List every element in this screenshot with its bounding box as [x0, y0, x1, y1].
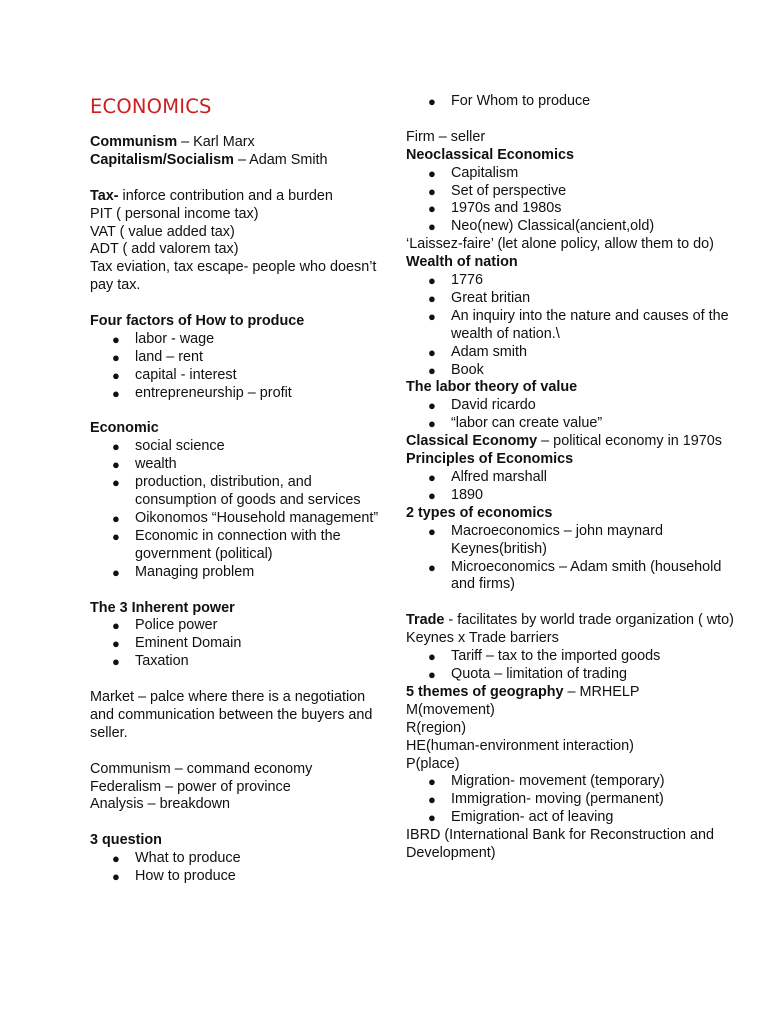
- list-item-text: entrepreneurship – profit: [135, 384, 292, 401]
- list-item: [406, 487, 736, 505]
- list-item-text: Migration- movement (temporary): [451, 773, 665, 790]
- bullet-icon: ●: [112, 475, 120, 491]
- section-heading: [90, 832, 380, 850]
- bullet-icon: ●: [112, 510, 120, 526]
- list-item-text: Tariff – tax to the imported goods: [451, 648, 661, 665]
- list-item-text: production, distribution, and consumption of goods and services: [135, 474, 361, 509]
- line-text: HE(human-environment interaction): [406, 737, 634, 754]
- bullet-icon: ●: [428, 398, 436, 414]
- bullet-icon: ●: [428, 290, 436, 306]
- list-item-text: What to produce: [135, 850, 241, 867]
- bullet-list: [90, 850, 380, 886]
- line-text: R(region): [406, 719, 466, 736]
- text-line: [90, 206, 380, 224]
- list-item: [90, 474, 380, 510]
- list-item: [406, 666, 736, 684]
- bullet-list: [90, 331, 380, 403]
- bullet-icon: ●: [112, 439, 120, 455]
- list-item: [90, 868, 380, 886]
- bullet-icon: ●: [428, 201, 436, 217]
- text-line: [406, 433, 736, 451]
- blank-line: [90, 814, 380, 832]
- bullet-icon: ●: [428, 165, 436, 181]
- bold-term: Wealth of nation: [406, 254, 518, 271]
- list-item: [406, 397, 736, 415]
- section-heading: [90, 600, 380, 618]
- bullet-list: [406, 523, 736, 595]
- list-item-text: Macroeconomics – john maynard Keynes(british): [451, 522, 663, 557]
- bullet-list: [406, 93, 736, 111]
- bullet-icon: ●: [112, 618, 120, 634]
- list-item-text: Economic in connection with the government (political): [135, 527, 341, 562]
- list-item: [406, 344, 736, 362]
- list-item-text: wealth: [135, 456, 177, 473]
- list-item-text: social science: [135, 438, 225, 455]
- list-item-text: Book: [451, 361, 484, 378]
- list-item-text: Capitalism: [451, 164, 519, 181]
- text-line: [406, 129, 736, 147]
- bullet-icon: ●: [428, 523, 436, 539]
- list-item: [406, 272, 736, 290]
- list-item: [90, 564, 380, 582]
- list-item: [90, 635, 380, 653]
- bullet-list: [90, 438, 380, 581]
- line-text: – political economy in 1970s: [537, 433, 722, 450]
- bullet-list: [406, 397, 736, 433]
- bullet-icon: ●: [112, 851, 120, 867]
- list-item: [90, 349, 380, 367]
- list-item: [406, 809, 736, 827]
- line-text: P(place): [406, 755, 460, 772]
- list-item: [90, 510, 380, 528]
- line-text: - facilitates by world trade organization ( wto): [444, 612, 734, 629]
- text-line: [90, 224, 380, 242]
- bullet-icon: ●: [428, 344, 436, 360]
- list-item-text: Taxation: [135, 653, 189, 670]
- bold-term: Tax-: [90, 187, 119, 204]
- text-line: [90, 761, 380, 779]
- bullet-icon: ●: [428, 559, 436, 575]
- list-item: [406, 93, 736, 111]
- list-item-text: labor - wage: [135, 330, 215, 347]
- section-heading: [406, 505, 736, 523]
- list-item: [90, 456, 380, 474]
- bullet-icon: ●: [428, 94, 436, 109]
- text-line: [406, 684, 736, 702]
- bullet-icon: ●: [112, 457, 120, 473]
- text-line: [90, 796, 380, 814]
- section-heading: [90, 313, 380, 331]
- bullet-list: [406, 773, 736, 827]
- bullet-icon: ●: [112, 367, 120, 383]
- text-line: [406, 738, 736, 756]
- bullet-icon: ●: [428, 774, 436, 790]
- blank-line: [90, 403, 380, 421]
- bullet-icon: ●: [428, 308, 436, 324]
- bold-term: Neoclassical Economics: [406, 146, 574, 163]
- line-text: Communism – command economy: [90, 760, 313, 777]
- line-text: M(movement): [406, 701, 495, 718]
- bold-term: Economic: [90, 420, 159, 437]
- bullet-list: [406, 469, 736, 505]
- bold-term: Principles of Economics: [406, 451, 574, 468]
- list-item-text: 1776: [451, 272, 484, 289]
- bullet-list: [406, 272, 736, 379]
- list-item-text: Set of perspective: [451, 182, 567, 199]
- list-item-text: For Whom to produce: [451, 93, 591, 109]
- line-text: Tax eviation, tax escape- people who doesn’t pay tax.: [90, 259, 377, 294]
- line-text: IBRD (International Bank for Reconstruction and Development): [406, 827, 714, 862]
- text-line: [90, 241, 380, 259]
- list-item-text: Oikonomos “Household management”: [135, 509, 379, 526]
- line-text: VAT ( value added tax): [90, 223, 235, 240]
- section-heading: [90, 420, 380, 438]
- left-column: [90, 134, 380, 886]
- bullet-list: [406, 648, 736, 684]
- blank-line: [90, 170, 380, 188]
- text-line: [90, 259, 380, 295]
- bullet-icon: ●: [428, 487, 436, 503]
- list-item: [406, 200, 736, 218]
- bullet-icon: ●: [428, 219, 436, 235]
- list-item: [90, 385, 380, 403]
- bold-term: 3 question: [90, 832, 162, 849]
- text-line: [90, 134, 380, 152]
- section-heading: [406, 254, 736, 272]
- text-line: [90, 152, 380, 170]
- list-item-text: Microeconomics – Adam smith (household and firms): [451, 558, 722, 593]
- bullet-icon: ●: [428, 362, 436, 378]
- bold-term: The 3 Inherent power: [90, 599, 235, 616]
- list-item: [406, 773, 736, 791]
- blank-line: [406, 111, 736, 129]
- text-line: [406, 612, 736, 630]
- bullet-icon: ●: [428, 810, 436, 826]
- list-item-text: land – rent: [135, 348, 204, 365]
- list-item: [406, 559, 736, 595]
- list-item: [90, 528, 380, 564]
- page-title: ECONOMICS: [90, 95, 212, 118]
- list-item: [90, 617, 380, 635]
- bullet-icon: ●: [112, 331, 120, 347]
- bold-term: 5 themes of geography: [406, 683, 564, 700]
- blank-line: [90, 295, 380, 313]
- bold-term: Four factors of How to produce: [90, 313, 305, 330]
- bold-term: The labor theory of value: [406, 379, 578, 396]
- line-text: Firm – seller: [406, 128, 486, 145]
- bold-term: Capitalism/Socialism: [90, 151, 234, 168]
- text-line: [90, 188, 380, 206]
- bullet-icon: ●: [428, 649, 436, 665]
- list-item-text: “labor can create value”: [451, 415, 603, 432]
- bullet-icon: ●: [112, 385, 120, 401]
- list-item-text: Quota – limitation of trading: [451, 665, 627, 682]
- list-item-text: Alfred marshall: [451, 469, 547, 486]
- section-heading: [406, 147, 736, 165]
- list-item: [406, 415, 736, 433]
- list-item-text: An inquiry into the nature and causes of the wealth of nation.\: [451, 307, 729, 342]
- bullet-icon: ●: [428, 183, 436, 199]
- line-text: ‘Laissez-faire’ (let alone policy, allow them to do): [406, 236, 714, 253]
- list-item: [406, 183, 736, 201]
- list-item: [406, 791, 736, 809]
- list-item: [406, 362, 736, 380]
- bullet-icon: ●: [428, 273, 436, 289]
- bullet-icon: ●: [428, 666, 436, 682]
- text-line: [90, 779, 380, 797]
- blank-line: [406, 594, 736, 612]
- line-text: – MRHELP: [563, 683, 640, 700]
- line-text: Analysis – breakdown: [90, 796, 230, 813]
- text-line: [406, 720, 736, 738]
- list-item-text: Managing problem: [135, 563, 255, 580]
- bullet-icon: ●: [428, 470, 436, 486]
- list-item-text: Emigration- act of leaving: [451, 809, 614, 826]
- text-line: [406, 702, 736, 720]
- list-item: [90, 367, 380, 385]
- list-item: [90, 438, 380, 456]
- bullet-icon: ●: [112, 349, 120, 365]
- bullet-icon: ●: [112, 654, 120, 670]
- list-item: [406, 523, 736, 559]
- list-item: [90, 850, 380, 868]
- text-line: [406, 827, 736, 863]
- list-item: [406, 469, 736, 487]
- list-item: [90, 331, 380, 349]
- bullet-icon: ●: [112, 564, 120, 580]
- bold-term: Classical Economy: [406, 433, 538, 450]
- bullet-icon: ●: [428, 416, 436, 432]
- section-heading: [406, 379, 736, 397]
- bullet-list: [406, 165, 736, 237]
- list-item-text: capital - interest: [135, 366, 237, 383]
- bullet-icon: ●: [112, 636, 120, 652]
- line-text: – Adam Smith: [233, 151, 328, 168]
- line-text: Keynes x Trade barriers: [406, 630, 559, 647]
- bold-term: Communism: [90, 134, 178, 150]
- section-heading: [406, 451, 736, 469]
- list-item-text: 1970s and 1980s: [451, 200, 562, 217]
- list-item-text: Neo(new) Classical(ancient,old): [451, 218, 655, 235]
- list-item-text: Immigration- moving (permanent): [451, 791, 664, 808]
- bullet-icon: ●: [112, 528, 120, 544]
- list-item-text: Great britian: [451, 289, 531, 306]
- bold-term: 2 types of economics: [406, 504, 553, 521]
- list-item: [406, 290, 736, 308]
- bullet-icon: ●: [112, 869, 120, 885]
- blank-line: [90, 582, 380, 600]
- list-item: [406, 218, 736, 236]
- line-text: Market – palce where there is a negotiation and communication between the buyers and seller.: [90, 689, 373, 741]
- list-item: [406, 648, 736, 666]
- line-text: – Karl Marx: [177, 134, 255, 150]
- bold-term: Trade: [406, 612, 445, 629]
- list-item-text: Police power: [135, 617, 218, 634]
- text-line: [90, 689, 380, 743]
- blank-line: [90, 671, 380, 689]
- list-item: [406, 165, 736, 183]
- bullet-list: [90, 617, 380, 671]
- blank-line: [90, 743, 380, 761]
- text-line: [406, 630, 736, 648]
- list-item-text: Eminent Domain: [135, 635, 242, 652]
- bullet-icon: ●: [428, 792, 436, 808]
- list-item-text: David ricardo: [451, 397, 536, 414]
- line-text: inforce contribution and a burden: [118, 187, 333, 204]
- line-text: Federalism – power of province: [90, 778, 291, 795]
- right-column: [406, 93, 736, 863]
- list-item-text: 1890: [451, 486, 484, 503]
- text-line: [406, 756, 736, 774]
- list-item: [90, 653, 380, 671]
- line-text: ADT ( add valorem tax): [90, 241, 239, 258]
- text-line: [406, 236, 736, 254]
- list-item: [406, 308, 736, 344]
- list-item-text: How to produce: [135, 868, 236, 885]
- line-text: PIT ( personal income tax): [90, 205, 259, 222]
- list-item-text: Adam smith: [451, 343, 527, 360]
